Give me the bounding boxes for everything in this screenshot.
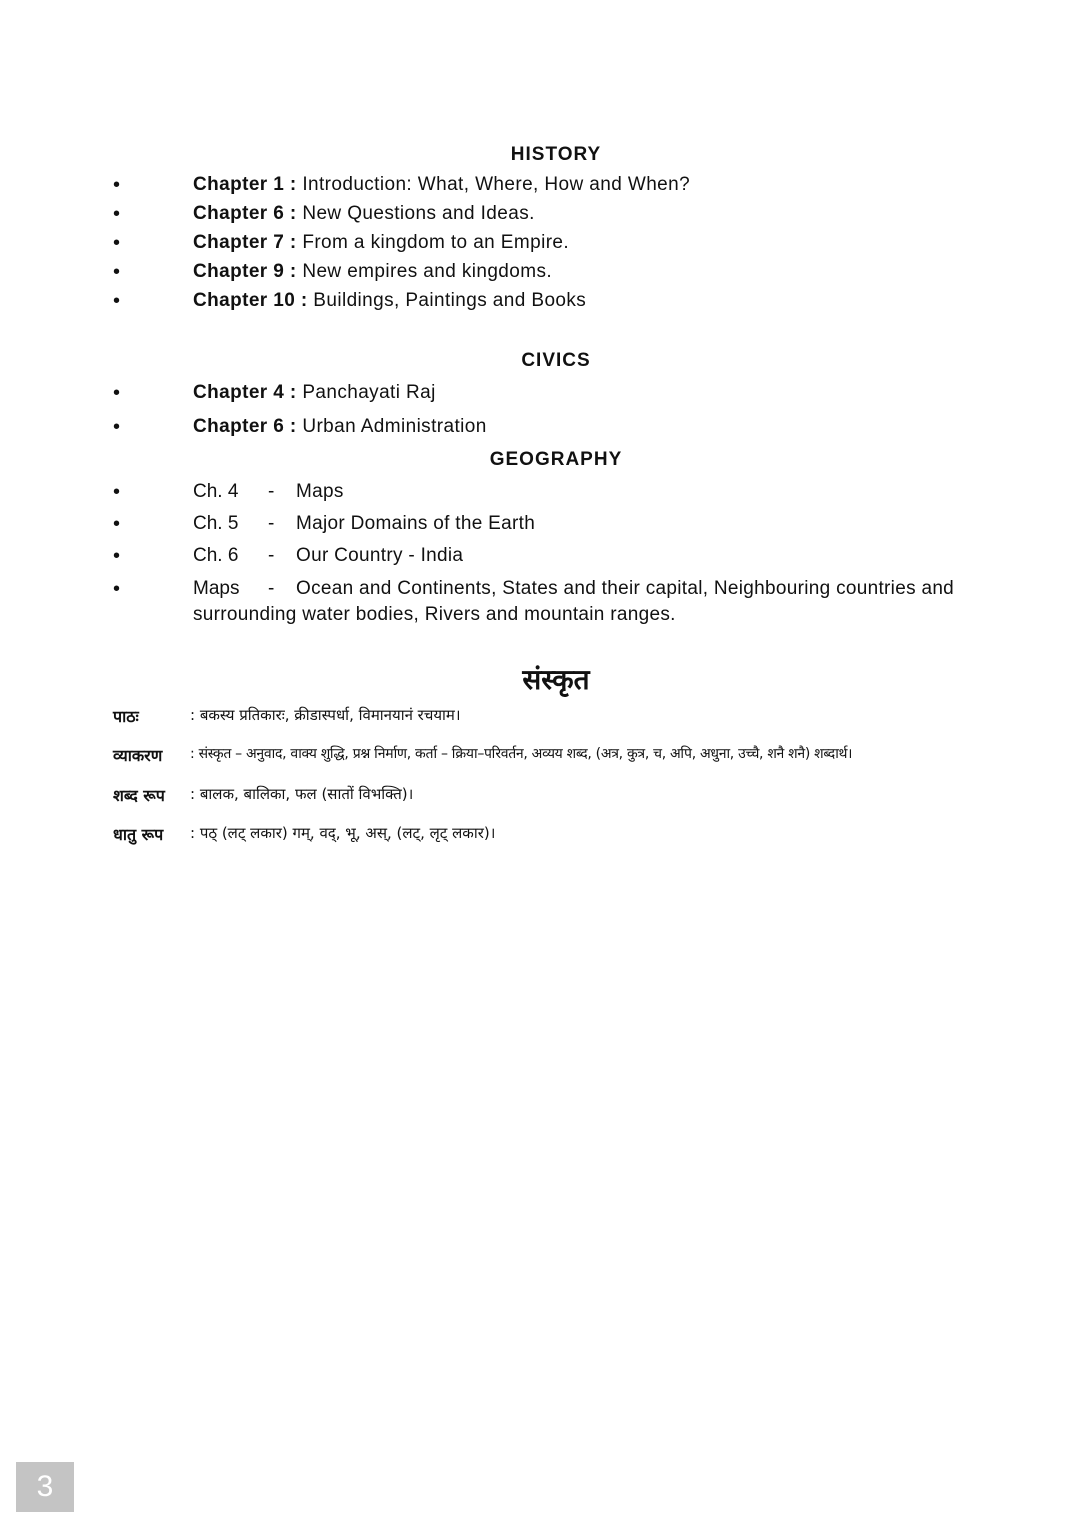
history-item-5 [0, 290, 1080, 320]
sanskrit-item-vyakaran [0, 744, 1080, 772]
geo-dash: - [268, 545, 275, 566]
geo-chapter-label: Ch. 5 [193, 513, 239, 534]
chapter-title: From a kingdom to an Empire. [302, 232, 570, 253]
chapter-label: Chapter 4 : [193, 382, 297, 403]
chapter-label: Chapter 6 : [193, 416, 297, 437]
geo-dash: - [268, 481, 275, 502]
geo-chapter-title: Major Domains of the Earth [296, 513, 536, 534]
chapter-title: New empires and kingdoms. [302, 261, 553, 282]
bullet: • [113, 545, 121, 567]
bullet: • [113, 416, 121, 438]
geography-item-3 [0, 545, 1080, 575]
chapter-label: Chapter 1 : [193, 174, 297, 195]
history-item-4 [0, 261, 1080, 291]
sanskrit-text: : बकस्य प्रतिकारः, क्रीडास्पर्धा, विमानयानं रचयाम। [190, 706, 461, 724]
sanskrit-label: शब्द रूप [113, 786, 165, 805]
geo-chapter-label: Ch. 6 [193, 545, 239, 566]
bullet: • [113, 203, 121, 225]
chapter-title: Panchayati Raj [302, 382, 436, 403]
chapter-title: Buildings, Paintings and Books [313, 290, 587, 311]
geography-heading: GEOGRAPHY [489, 449, 623, 470]
sanskrit-item-shabd-roop [0, 784, 1080, 812]
civics-heading: CIVICS [521, 350, 591, 371]
bullet: • [113, 174, 121, 196]
chapter-title: Urban Administration [302, 416, 487, 437]
geo-chapter-label: Ch. 4 [193, 481, 239, 502]
bullet: • [113, 513, 121, 535]
bullet: • [113, 290, 121, 312]
geography-item-4 [0, 578, 1080, 634]
bullet: • [113, 481, 121, 503]
civics-item-1 [0, 382, 1080, 412]
chapter-title: Introduction: What, Where, How and When? [302, 174, 691, 195]
history-item-3 [0, 232, 1080, 262]
geo-chapter-label: Maps [193, 578, 240, 599]
bullet: • [113, 261, 121, 283]
history-item-2 [0, 203, 1080, 233]
chapter-title: New Questions and Ideas. [302, 203, 535, 224]
sanskrit-text: : बालक, बालिका, फल (सातों विभक्ति)। [190, 785, 414, 803]
chapter-label: Chapter 7 : [193, 232, 297, 253]
history-item-1 [0, 174, 1080, 204]
bullet: • [113, 232, 121, 254]
history-heading: HISTORY [510, 144, 602, 165]
geography-item-1 [0, 481, 1080, 511]
bullet: • [113, 382, 121, 404]
bullet: • [113, 578, 121, 600]
chapter-label: Chapter 6 : [193, 203, 297, 224]
chapter-label: Chapter 9 : [193, 261, 297, 282]
chapter-label: Chapter 10 : [193, 290, 308, 311]
sanskrit-heading: संस्कृत [522, 663, 590, 696]
geo-chapter-title-continuation: surrounding water bodies, Rivers and mountain ranges. [193, 604, 676, 625]
geo-dash: - [268, 578, 275, 599]
sanskrit-text: : पठ् (लट् लकार) गम्, वद्, भू, अस्, (लट्, लृट् लकार)। [190, 824, 496, 842]
sanskrit-item-path [0, 705, 1080, 733]
geo-chapter-title: Our Country - India [296, 545, 464, 566]
civics-item-2 [0, 416, 1080, 446]
geo-chapter-title: Maps [296, 481, 344, 502]
sanskrit-label: पाठः [113, 707, 139, 726]
geography-item-2 [0, 513, 1080, 543]
geo-dash: - [268, 513, 275, 534]
sanskrit-label: व्याकरण [113, 746, 163, 765]
sanskrit-item-dhatu-roop [0, 823, 1080, 851]
sanskrit-label: धातु रूप [113, 825, 164, 844]
geo-chapter-title: Ocean and Continents, States and their capital, Neighbouring countries and [296, 578, 955, 599]
page-number-badge: 3 [16, 1462, 74, 1512]
sanskrit-text: : संस्कृत – अनुवाद, वाक्य शुद्धि, प्रश्न निर्माण, कर्ता – क्रिया–परिवर्तन, अव्यय शब्द, (अत्र, कुत्र, च, अपि, अधुना, उच्चै, शनै शनै) शब्दार्थ। [190, 746, 853, 762]
